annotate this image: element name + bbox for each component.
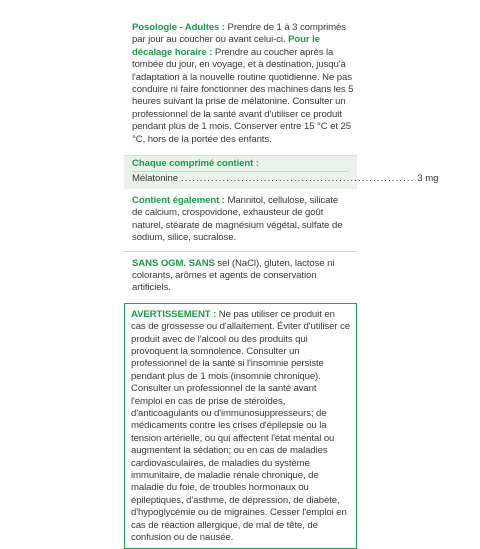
- ingredient-leader-dots: ..............................................................: [180, 173, 415, 185]
- ingredient-amount: 3 mg: [417, 173, 439, 185]
- ingredient-name: Mélatonine: [132, 173, 178, 185]
- warning-label: AVERTISSEMENT :: [131, 308, 217, 320]
- posologie-text: Prendre de 1 à 3 comprimés par jour au coucher ou avant celui-ci.: [132, 22, 346, 46]
- sans-text: sel (NaCl), gluten, lactose ni colorants, arômes et agents de conservation artificiels.: [132, 257, 335, 294]
- posologie-label: Posologie - Adultes :: [132, 22, 225, 33]
- composition-header: Chaque comprimé contient :: [132, 158, 349, 172]
- contient-label: Contient également :: [132, 194, 225, 206]
- decalage-label: Pour le décalage horaire :: [132, 34, 320, 58]
- label-panel: [124, 22, 439, 549]
- ingredient-row: [132, 173, 439, 185]
- decalage-text: Prendre au coucher après la tombée du jour, en voyage, et à destination, jusqu'à l'adaptation à la nouvelle routine quotidienne. Ne pas conduire ni faire fonctionner des machines dans les 5 heures suivant la prise de mélatonine. Consulter un professionnel de la santé avant d'utiliser ce produit pendant plus de 1 mois. Conserver entre 15 °C et 25 °C, hors de la portée des enfants.: [132, 46, 354, 145]
- warning-text: Ne pas utiliser ce produit en cas de grossesse ou d'allaitement. Éviter d'utiliser ce produit avec de l'alcool ou des produits qui provoquent la somnolence. Consulter un professionnel de la santé si l'insomnie persiste pendant plus de 1 mois (insomnie chronique). Consulter un professionnel de la santé avant l'emploi en cas de prise de stéroïdes, d'anticoagulants ou d'immunosuppresseurs; de médicaments contre les crises d'épilepsie ou la tension artérielle, ou qui affectent l'état mental ou augmentent la sédation; ou en cas de maladies cardiovasculaires, de maladies du système immunitaire, de maladie rénale chronique, de maladie du foie, de troubles hormonaux ou épileptiques, d'asthme, de dépression, de diabète, d'hypoglycémie ou de migraines. Cesser l'emploi en cas de réaction allergique, de mal de tête, de confusion ou de nausée.: [131, 308, 350, 544]
- sans-paragraph: [124, 252, 357, 295]
- warning-paragraph: [131, 309, 350, 545]
- posologie-paragraph: [124, 22, 357, 146]
- contient-text: Mannitol, cellulose, silicate de calcium, crospovidone, exhausteur de goût naturel, stéarate de magnésium végétal, sulfate de sodium, silice, sucralose.: [132, 194, 343, 244]
- warning-box: [124, 303, 357, 549]
- contient-paragraph: [124, 189, 357, 245]
- sans-label: SANS OGM. SANS: [132, 257, 215, 269]
- composition-box: [124, 155, 439, 189]
